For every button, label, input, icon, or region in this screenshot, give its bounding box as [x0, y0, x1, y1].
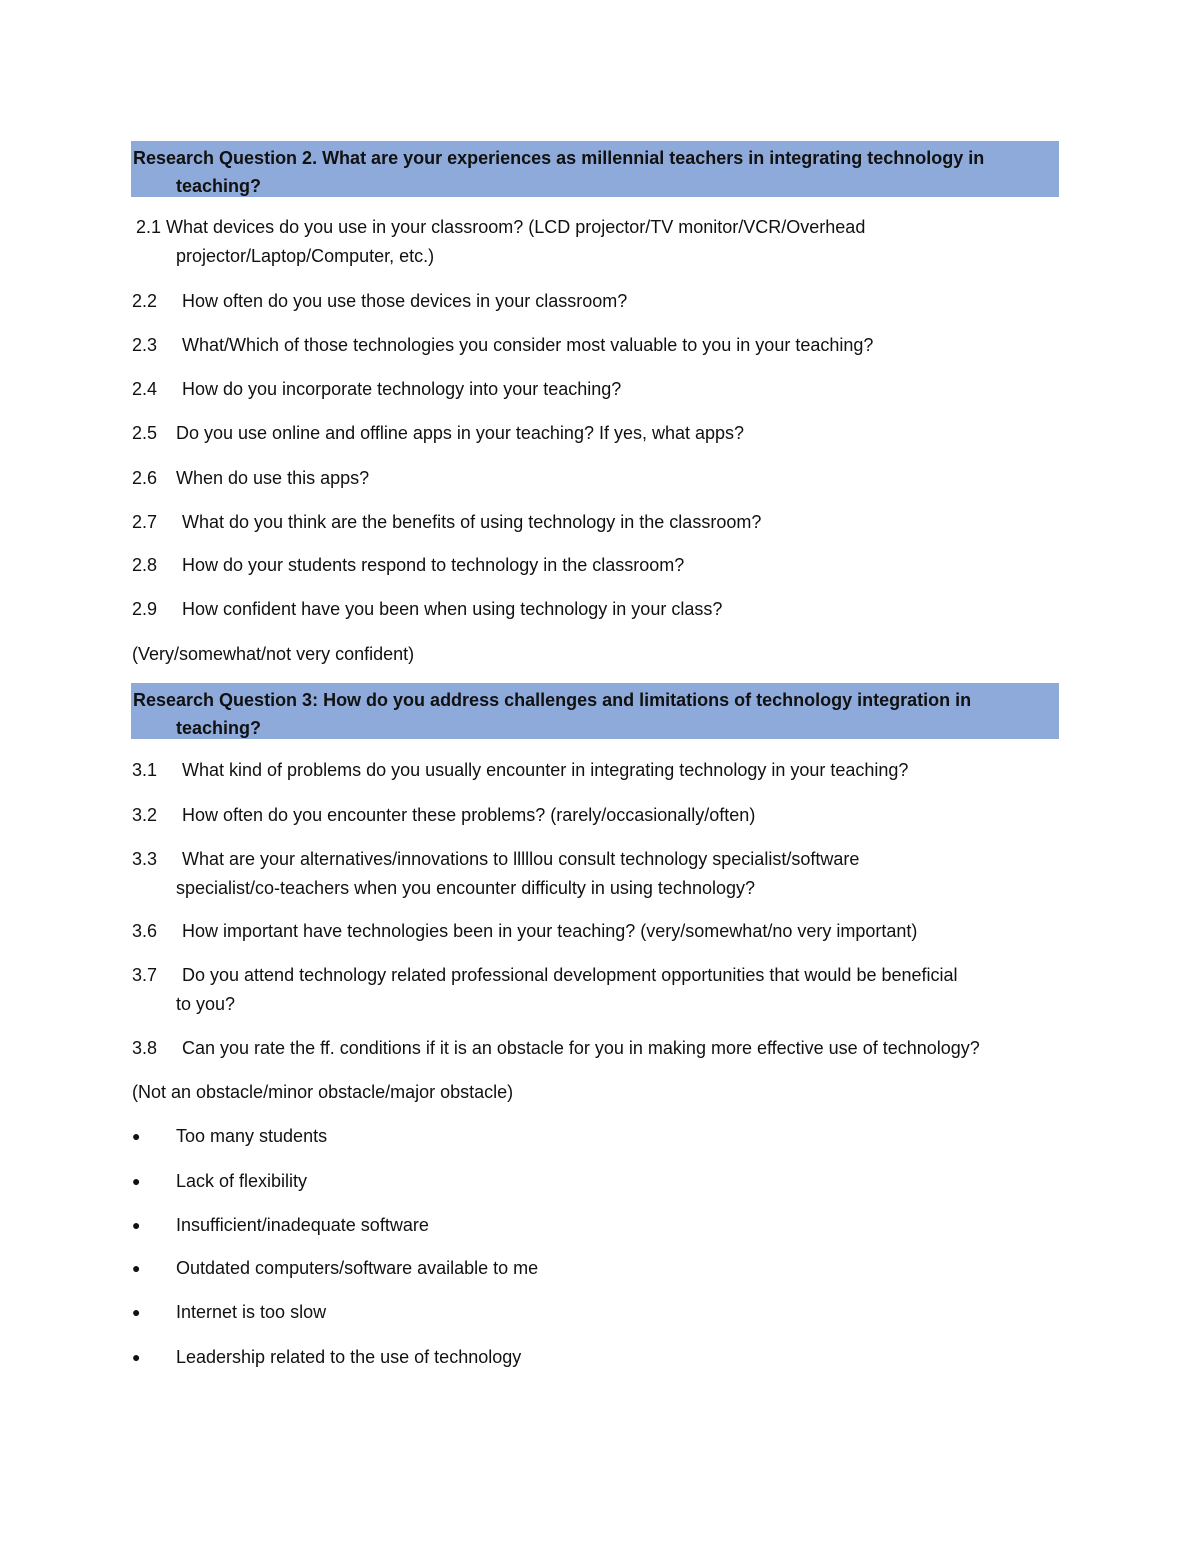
- question-3-1: [132, 756, 1062, 785]
- question-2-5: [132, 419, 1062, 448]
- question-2-4: [132, 375, 1062, 404]
- question-2-9: [132, 595, 1062, 624]
- question-2-3: [132, 331, 1062, 360]
- list-item-label: Too many students: [176, 1126, 328, 1146]
- question-3-8: [132, 1034, 1062, 1063]
- question-text: How confident have you been when using technology in your class?: [182, 599, 723, 619]
- question-number: 3.7: [132, 965, 158, 985]
- question-text: Can you rate the ff. conditions if it is an obstacle for you in making more effective use of technology?: [182, 1038, 980, 1058]
- list-item: [132, 1211, 429, 1240]
- rq3-heading-line2: teaching?: [176, 718, 262, 738]
- question-number: 3.6: [132, 921, 158, 941]
- rq3-scale-note: (Not an obstacle/minor obstacle/major obstacle): [132, 1082, 514, 1102]
- question-number: 2.2: [132, 291, 158, 311]
- list-item: [132, 1298, 326, 1327]
- question-number: 2.4: [132, 379, 158, 399]
- question-number: 2.8: [132, 555, 158, 575]
- bullet-icon: ●: [132, 1217, 141, 1233]
- question-2-6: [132, 464, 1062, 493]
- list-item: [132, 1167, 307, 1196]
- question-number: 2.7: [132, 512, 158, 532]
- list-item-label: Leadership related to the use of technology: [176, 1347, 522, 1367]
- question-text: When do use this apps?: [176, 468, 370, 488]
- question-3-3: [132, 845, 1062, 903]
- question-2-2: [132, 287, 1062, 316]
- rq2-heading-line1: Research Question 2. What are your experiences as millennial teachers in integrating technology in: [133, 148, 985, 168]
- rq2-heading-line2: teaching?: [176, 176, 262, 196]
- question-number: 2.5: [132, 423, 158, 443]
- rq2-heading: [131, 141, 1059, 197]
- question-text: Do you use online and offline apps in your teaching? If yes, what apps?: [176, 423, 745, 443]
- question-number: 2.9: [132, 599, 158, 619]
- list-item: [132, 1254, 538, 1283]
- question-3-7: [132, 961, 1062, 1019]
- list-item-label: Internet is too slow: [176, 1302, 327, 1322]
- question-text: What/Which of those technologies you consider most valuable to you in your teaching?: [182, 335, 874, 355]
- question-text: How do your students respond to technology in the classroom?: [182, 555, 685, 575]
- list-item: [132, 1343, 521, 1372]
- question-text: What do you think are the benefits of using technology in the classroom?: [182, 512, 762, 532]
- question-text: How often do you encounter these problems? (rarely/occasionally/often): [182, 805, 756, 825]
- list-item: [132, 1122, 327, 1151]
- rq3-heading-line1: Research Question 3: How do you address challenges and limitations of technology integration in: [133, 690, 972, 710]
- question-3-6: [132, 917, 1062, 946]
- question-2-1: [132, 213, 1062, 271]
- question-text: What devices do you use in your classroom? (LCD projector/TV monitor/VCR/Overhead: [166, 217, 866, 237]
- question-number: 3.2: [132, 805, 158, 825]
- question-text-cont: to you?: [176, 994, 236, 1014]
- question-text: What are your alternatives/innovations to lllllou consult technology specialist/software: [182, 849, 860, 869]
- question-3-2: [132, 801, 1062, 830]
- list-item-label: Lack of flexibility: [176, 1171, 308, 1191]
- bullet-icon: ●: [132, 1304, 141, 1320]
- question-text: How often do you use those devices in your classroom?: [182, 291, 628, 311]
- question-number: 3.1: [132, 760, 158, 780]
- question-text: How do you incorporate technology into your teaching?: [182, 379, 622, 399]
- question-number: 2.1: [136, 217, 162, 237]
- bullet-icon: ●: [132, 1349, 141, 1365]
- rq2-scale-note: (Very/somewhat/not very confident): [132, 644, 415, 664]
- question-2-7: [132, 508, 1062, 537]
- question-text: What kind of problems do you usually encounter in integrating technology in your teaching?: [182, 760, 909, 780]
- bullet-icon: ●: [132, 1128, 141, 1144]
- rq3-heading: [131, 683, 1059, 739]
- question-number: 2.6: [132, 468, 158, 488]
- list-item-label: Outdated computers/software available to me: [176, 1258, 539, 1278]
- question-number: 2.3: [132, 335, 158, 355]
- question-text-cont: projector/Laptop/Computer, etc.): [176, 246, 435, 266]
- question-text: Do you attend technology related professional development opportunities that would be beneficial: [182, 965, 958, 985]
- question-number: 3.8: [132, 1038, 158, 1058]
- question-2-8: [132, 551, 1062, 580]
- bullet-icon: ●: [132, 1173, 141, 1189]
- question-text-cont: specialist/co-teachers when you encounter difficulty in using technology?: [176, 878, 756, 898]
- question-number: 3.3: [132, 849, 158, 869]
- list-item-label: Insufficient/inadequate software: [176, 1215, 429, 1235]
- question-text: How important have technologies been in your teaching? (very/somewhat/no very important): [182, 921, 918, 941]
- bullet-icon: ●: [132, 1260, 141, 1276]
